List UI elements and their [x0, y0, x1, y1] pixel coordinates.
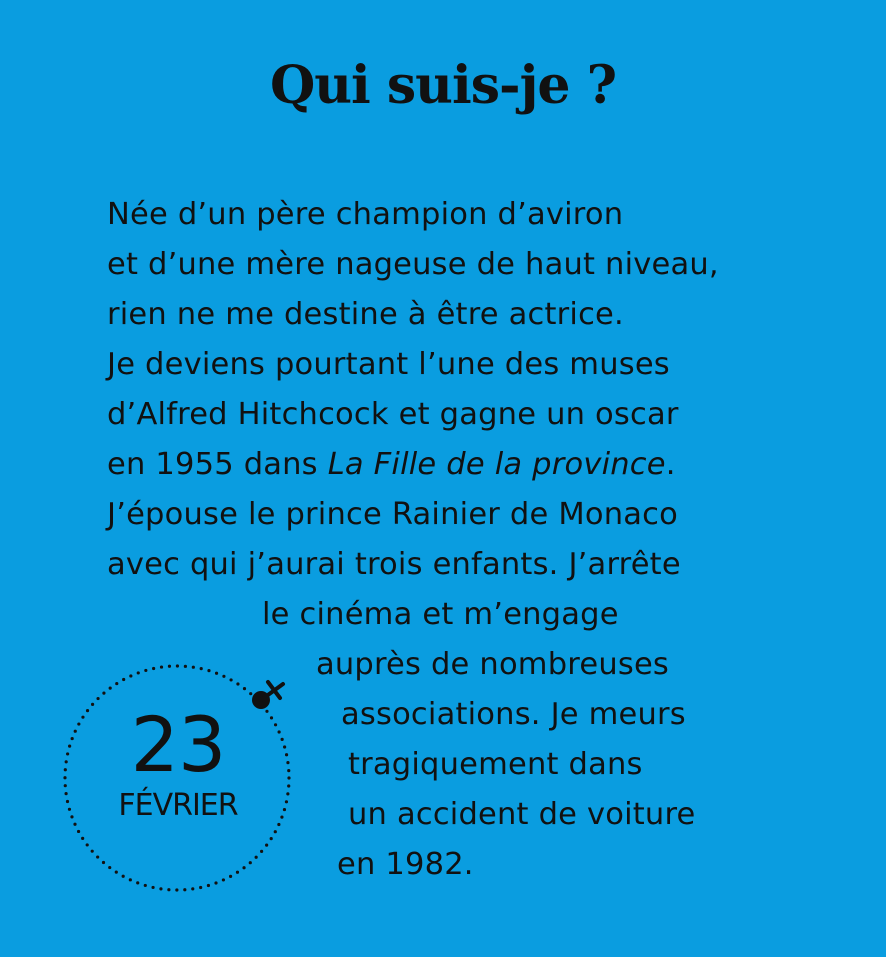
text-line: un accident de voiture — [348, 797, 696, 832]
page-title: Qui suis-je ? — [269, 55, 617, 116]
text-line: le cinéma et m’engage — [262, 597, 619, 632]
oscar-prefix: en 1955 dans — [107, 447, 328, 482]
text-line: en 1982. — [337, 847, 474, 882]
text-line: associations. Je meurs — [341, 697, 686, 732]
text-line: Je deviens pourtant l’une des muses — [107, 347, 670, 382]
text-line: tragiquement dans — [348, 747, 643, 782]
date-badge — [60, 660, 300, 900]
text-line-oscar — [107, 440, 676, 490]
text-line: avec qui j’aurai trois enfants. J’arrête — [107, 547, 681, 582]
text-line: et d’une mère nageuse de haut niveau, — [107, 247, 719, 282]
oscar-suffix: . — [665, 447, 676, 482]
text-line: d’Alfred Hitchcock et gagne un oscar — [107, 397, 679, 432]
text-line: auprès de nombreuses — [316, 647, 669, 682]
text-line: rien ne me destine à être actrice. — [107, 297, 624, 332]
date-day: 23 — [130, 700, 226, 789]
film-title: La Fille de la province — [327, 447, 666, 482]
text-line: J’épouse le prince Rainier de Monaco — [107, 497, 678, 532]
text-line: Née d’un père champion d’aviron — [107, 197, 624, 232]
date-month: FÉVRIER — [118, 788, 238, 823]
